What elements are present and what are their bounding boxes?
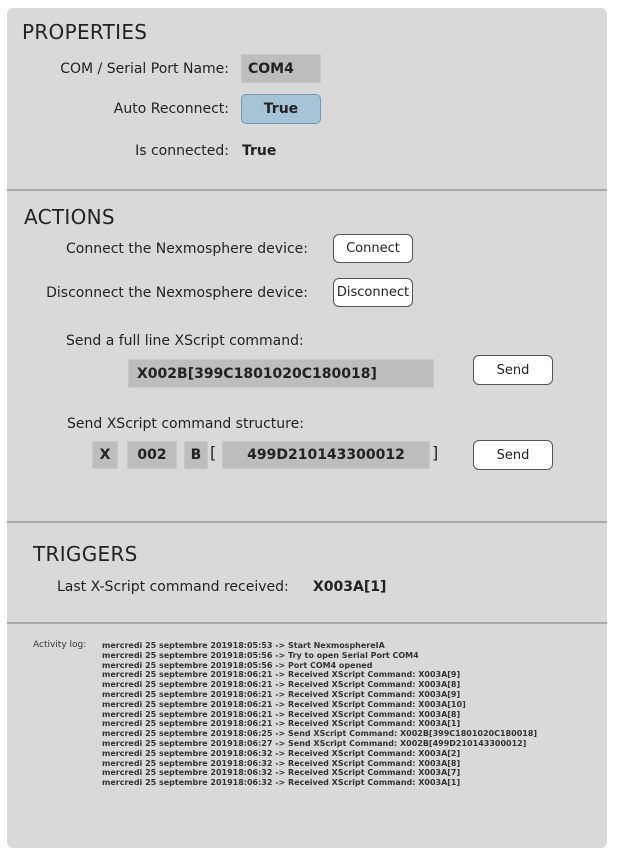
log-entry: mercredi 25 septembre 201918:05:53 -> Start NexmosphereIA: [102, 641, 385, 650]
properties-title: PROPERTIES: [22, 20, 148, 44]
activity-log-label: Activity log:: [33, 640, 87, 650]
log-entry: mercredi 25 septembre 201918:06:21 -> Received XScript Command: X003A[8]: [102, 680, 461, 690]
disconnect-button[interactable]: Disconnect: [333, 278, 413, 307]
actions-title: ACTIONS: [24, 205, 115, 229]
divider: [7, 521, 607, 523]
send-full-line-button[interactable]: Send: [473, 355, 553, 385]
com-port-label: COM / Serial Port Name:: [60, 61, 229, 77]
log-entry: mercredi 25 septembre 201918:06:21 -> Received XScript Command: X003A[10]: [102, 699, 466, 709]
struct-address-input[interactable]: 002: [127, 441, 177, 469]
divider: [7, 622, 607, 624]
log-entry: mercredi 25 septembre 201918:05:56 -> Try to open Serial Port COM4: [102, 650, 419, 660]
disconnect-label: Disconnect the Nexmosphere device:: [46, 285, 308, 301]
is-connected-value: True: [242, 143, 277, 159]
send-structure-button[interactable]: Send: [473, 440, 553, 470]
log-entry: mercredi 25 septembre 201918:06:21 -> Received XScript Command: X003A[8]: [102, 709, 461, 719]
bracket-open: [: [210, 443, 217, 462]
full-line-label: Send a full line XScript command:: [66, 333, 304, 349]
struct-payload-input[interactable]: 499D210143300012: [222, 441, 430, 469]
auto-reconnect-label: Auto Reconnect:: [113, 101, 229, 117]
is-connected-label: Is connected:: [135, 143, 229, 159]
last-command-label: Last X-Script command received:: [57, 579, 289, 595]
log-entry: mercredi 25 septembre 201918:06:27 -> Send XScript Command: X002B[499D210143300012]: [102, 738, 527, 748]
last-command-value: X003A[1]: [313, 579, 387, 595]
log-entry: mercredi 25 septembre 201918:06:32 -> Received XScript Command: X003A[2]: [102, 748, 461, 758]
full-line-command-input[interactable]: X002B[399C1801020C180018]: [128, 359, 434, 388]
triggers-title: TRIGGERS: [33, 542, 138, 566]
log-entry: mercredi 25 septembre 201918:06:32 -> Received XScript Command: X003A[8]: [102, 758, 461, 768]
struct-type-input[interactable]: B: [184, 441, 208, 469]
log-entry: mercredi 25 septembre 201918:06:21 -> Received XScript Command: X003A[9]: [102, 670, 461, 680]
log-entry: mercredi 25 septembre 201918:06:21 -> Received XScript Command: X003A[9]: [102, 689, 461, 699]
log-entry: mercredi 25 septembre 201918:06:32 -> Received XScript Command: X003A[7]: [102, 768, 461, 778]
log-entry: mercredi 25 septembre 201918:05:56 -> Port COM4 opened: [102, 660, 373, 670]
connect-button[interactable]: Connect: [333, 234, 413, 263]
activity-log: [102, 641, 537, 788]
struct-prefix-input[interactable]: X: [92, 441, 118, 469]
structure-label: Send XScript command structure:: [67, 416, 304, 432]
com-port-input[interactable]: COM4: [241, 54, 321, 83]
log-entry: mercredi 25 septembre 201918:06:21 -> Received XScript Command: X003A[1]: [102, 719, 461, 729]
divider: [7, 189, 607, 191]
log-entry: mercredi 25 septembre 201918:06:25 -> Send XScript Command: X002B[399C1801020C180018]: [102, 729, 538, 739]
log-entry: mercredi 25 septembre 201918:06:32 -> Received XScript Command: X003A[1]: [102, 778, 461, 788]
connect-label: Connect the Nexmosphere device:: [66, 241, 308, 257]
bracket-close: ]: [432, 443, 439, 462]
auto-reconnect-toggle[interactable]: True: [241, 94, 321, 124]
